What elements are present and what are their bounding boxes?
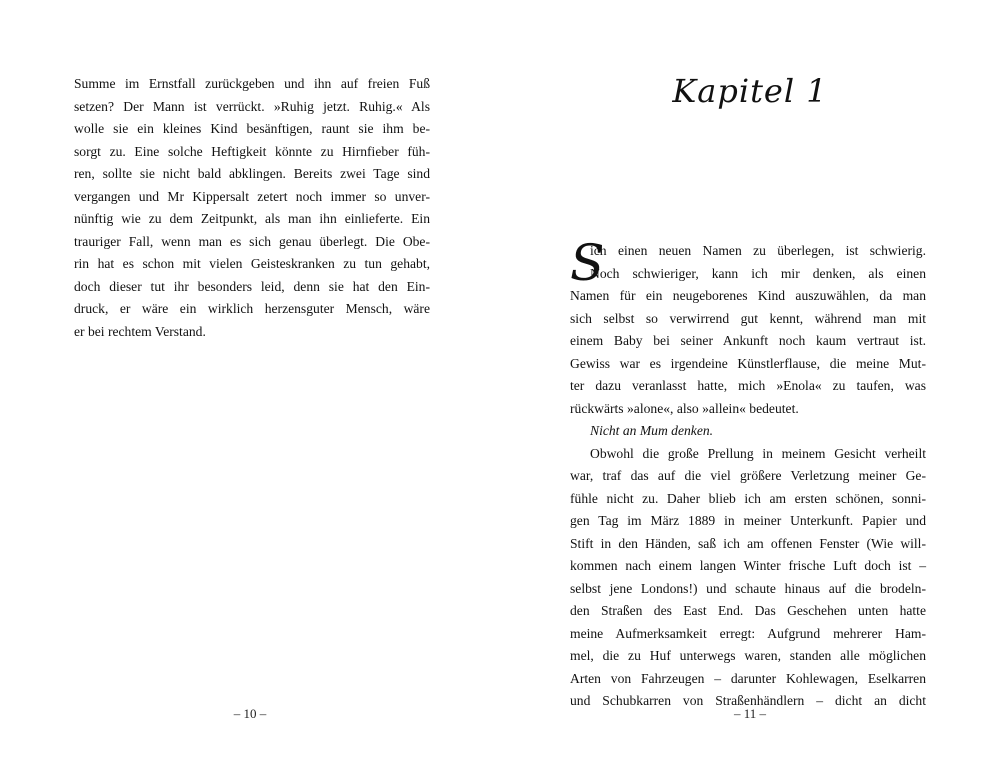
- text-line: Obwohl die große Prellung in meinem Gesicht verheilt: [590, 445, 926, 461]
- text-line: einem Baby bei seiner Ankunft noch kaum vertraut ist.: [570, 333, 926, 348]
- text-line: ren, sollte sie nicht bald abklingen. Bereits zwei Tage sind: [74, 166, 430, 181]
- text-line: trauriger Fall, wenn man es sich genau überlegt. Die Obe-: [74, 233, 430, 249]
- text-line: Summe im Ernstfall zurückgeben und ihn auf freien Fuß: [74, 76, 430, 91]
- text-line: sich selbst so verwirrend gut kennt, während man mit: [570, 310, 926, 326]
- text-line: meine Aufmerksamkeit erregt: Aufgrund mehrerer Ham-: [570, 625, 926, 641]
- text-line: Gewiss war es irgendeine Künstlerflause, die meine Mut-: [570, 355, 926, 371]
- text-line: mel, die zu Huf unterwegs waren, standen alle möglichen: [570, 648, 926, 663]
- text-line: sorgt zu. Eine solche Heftigkeit könnte zu Hirnfieber füh-: [74, 143, 430, 159]
- text-line: Nicht an Mum denken.: [590, 423, 714, 438]
- text-line: nünftig wie zu dem Zeitpunkt, als man ihn einlieferte. Ein: [74, 211, 430, 226]
- text-line: Namen für ein neugeborenes Kind auszuwählen, da man: [570, 288, 926, 303]
- text-line: vergangen und Mr Kippersalt zetert noch immer so unver-: [74, 188, 430, 204]
- text-line: selbst jene Londons!) und schaute hinaus auf die brodeln-: [570, 580, 926, 596]
- text-line: war, traf das auf die viel größere Verletzung meiner Ge-: [570, 468, 926, 483]
- text-line: druck, er wäre ein wirklich herzensguter Mensch, wäre: [74, 301, 430, 316]
- left-page-text: [74, 73, 430, 343]
- text-line: setzen? Der Mann ist verrückt. »Ruhig jetzt. Ruhig.« Als: [74, 98, 430, 114]
- page-number-right: – 11 –: [733, 706, 767, 721]
- text-line: rückwärts »alone«, also »allein« bedeutet.: [570, 400, 799, 416]
- drop-cap: S: [570, 234, 605, 292]
- text-line: ter dazu veranlasst hatte, mich »Enola« zu taufen, was: [570, 378, 926, 393]
- right-page: [500, 0, 1000, 778]
- text-line: und Schubkarren von Straßenhändlern – dicht an dicht: [570, 693, 926, 708]
- text-line: kommen nach einem langen Winter frische Luft doch ist –: [570, 558, 926, 573]
- text-line: rin hat es schon mit vielen Geisteskranken zu tun gehabt,: [74, 256, 430, 271]
- text-line: doch dieser tut ihr besonders leid, denn sie hat den Ein-: [74, 278, 430, 294]
- text-line: Arten von Fahrzeugen – darunter Kohlewagen, Eselkarren: [570, 670, 926, 686]
- right-page-text: [570, 234, 926, 713]
- text-line: er bei rechtem Verstand.: [74, 323, 206, 339]
- text-line: Stift in den Händen, saß ich am offenen Fenster (Wie will-: [570, 535, 926, 551]
- text-line: fühle nicht zu. Daher blieb ich am ersten schönen, sonni-: [570, 490, 926, 506]
- text-line: den Straßen des East End. Das Geschehen unten hatte: [570, 603, 926, 618]
- chapter-title: Kapitel 1: [672, 72, 828, 110]
- text-line: gen Tag im März 1889 in meiner Unterkunft. Papier und: [570, 513, 926, 528]
- page-number-left: – 10 –: [233, 706, 267, 721]
- text-line: Noch schwieriger, kann ich mir denken, als einen: [590, 265, 926, 281]
- text-line: ich einen neuen Namen zu überlegen, ist schwierig.: [590, 243, 926, 258]
- text-line: wolle sie ein kleines Kind besänftigen, raunt sie ihm be-: [74, 121, 430, 136]
